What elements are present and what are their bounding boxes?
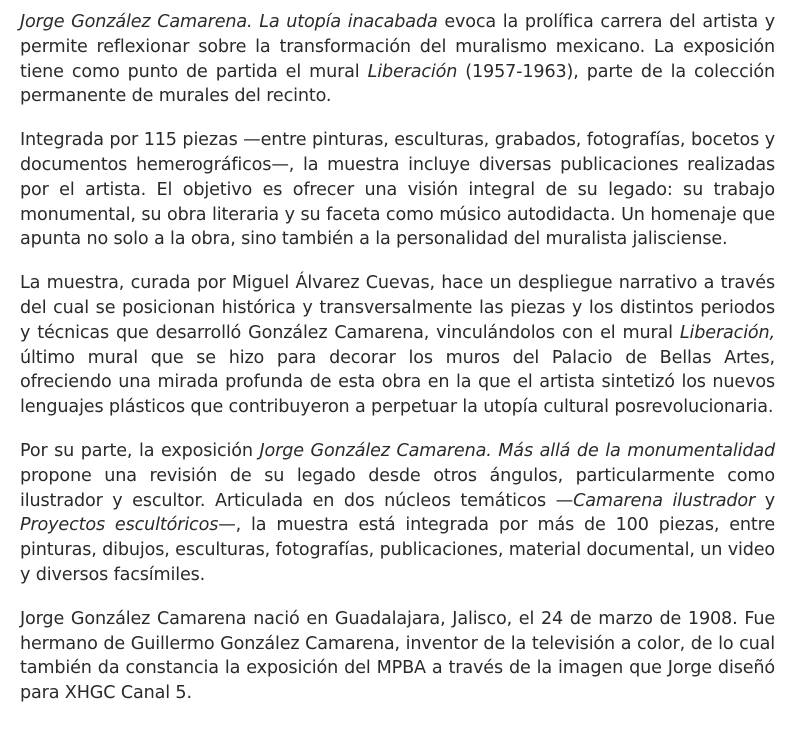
paragraph-2: [20, 128, 775, 252]
text-segment: Por su parte, la exposición: [20, 440, 260, 461]
thematic-nucleus-italic: Camarena ilustrador: [573, 490, 756, 511]
text-segment: último mural que se hizo para decorar los muros del Palacio de Bellas Artes, ofreciendo una mirada profunda de esta obra en la que el artista sintetizó los nuevos lenguajes plásticos que contribuyeron a perpetuar la utopía cultural posrevolucionaria.: [20, 347, 775, 418]
text-segment: Integrada por 115 piezas —entre pinturas, esculturas, grabados, fotografías, bocetos y documentos hemerográficos—, la muestra incluye diversas publicaciones realizadas por el artista. El objetivo es ofrecer una visión integral de su legado: su trabajo monumental, su obra literaria y su faceta como músico autodidacta. Un homenaje que apunta no solo a la obra, sino también a la personalidad del muralista jalisciense.: [20, 130, 775, 250]
text-segment: —, la muestra está integrada por más de 100 piezas, entre pinturas, dibujos, esculturas, fotografías, publicaciones, material documental, un video y diversos facsímiles.: [20, 515, 776, 585]
exhibition-title-italic: Jorge González Camarena. La utopía inacabada: [20, 12, 438, 32]
paragraph-5: [20, 607, 775, 706]
article-body: [20, 10, 775, 725]
text-segment: evoca la prolífica carrera del artista y permite reflexionar sobre la transformación del muralismo mexicano. La exposición tiene como punto de partida el mural: [20, 12, 775, 82]
thematic-nucleus-italic: Proyectos escultóricos: [20, 515, 219, 536]
paragraph-1: [20, 10, 775, 109]
text-segment: Jorge González Camarena nació en Guadalajara, Jalisco, el 24 de marzo de 1908. Fue hermano de Guillermo González Camarena, inventor de la televisión a color, de lo cual también da constancia la exposición del MPBA a través de la imagen que Jorge diseñó para XHGC Canal 5.: [20, 608, 775, 704]
mural-title-italic: Liberación,: [679, 322, 775, 343]
paragraph-4: [20, 439, 775, 588]
text-segment: y: [755, 490, 775, 511]
mural-title-italic: Liberación: [367, 61, 458, 82]
text-segment: propone una revisión de su legado desde otros ángulos, particularmente como ilustrador y escultor. Articulada en dos núcleos temáticos —: [20, 465, 775, 511]
text-segment: (1957-1963), parte de la colección permanente de murales del recinto.: [20, 61, 775, 107]
exhibition-title-italic: Jorge González Camarena. Más allá de la monumentalidad: [259, 440, 776, 461]
text-segment: La muestra, curada por Miguel Álvarez Cuevas, hace un despliegue narrativo a través del cual se posicionan histórica y transversalmente las piezas y los distintos periodos y técnicas que desarrolló González Camarena, vinculándolos con el mural: [20, 273, 775, 343]
paragraph-3: [20, 271, 775, 420]
